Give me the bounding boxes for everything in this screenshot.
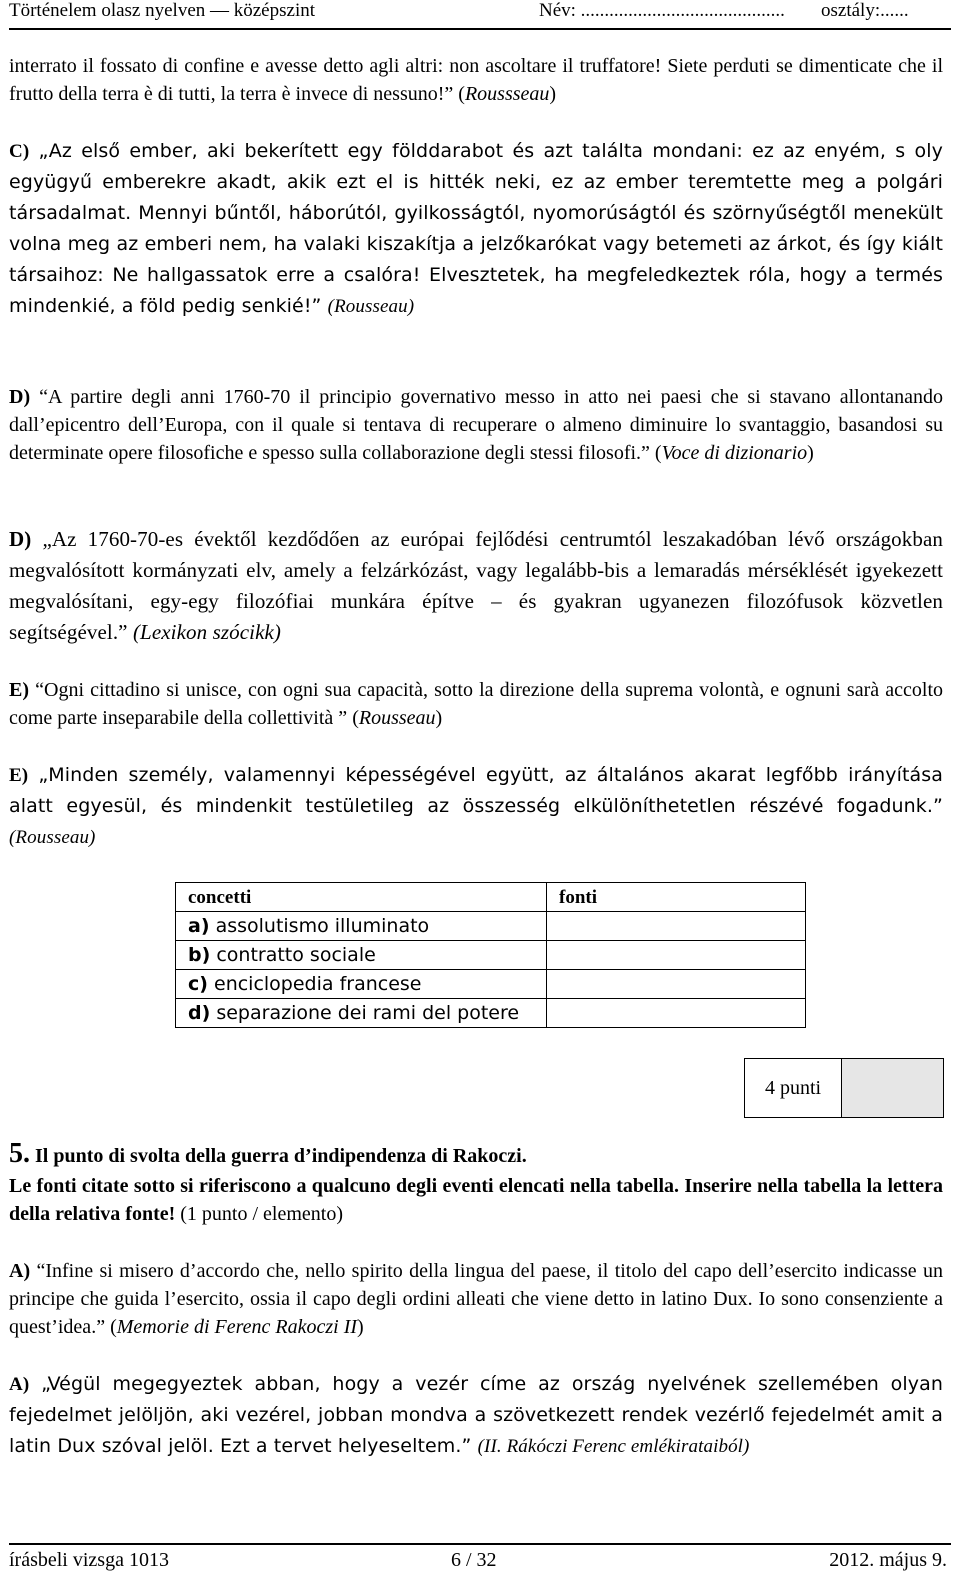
source-b-italian-continuation: interrato il fossato di confine e avesse detto agli altri: non ascoltare il truffatore! Siete perduti se dimenticate che il frutto della terra è di tutti, la terra è invece di nessuno!” (Roussseau) (9, 55, 943, 105)
table-row (176, 970, 806, 999)
footer-exam-code: írásbeli vizsga 1013 (9, 1549, 169, 1571)
table-header-row (176, 883, 806, 912)
source-text: „Az 1760-70-es évektől kezdődően az európai fejlődési centrumtól leszakadóban lévő országokban megvalósított kormányzati elv, amely a felzárkózást, vagy legalább-bis a lemaradás mérséklését igyekezett megvalósítani, egy-egy filozófiai munkára építve – és gyakran ugyanezen filozófusok közvetlen segítségével.” (9, 527, 944, 644)
table-header-concepts: concetti (176, 883, 547, 912)
concept-cell: d) separazione dei rami del potere (176, 999, 547, 1028)
header-class-field: osztály:...... (821, 0, 909, 21)
question-5-instruction (9, 1172, 943, 1228)
source-text: “A partire degli anni 1760-70 il principio governativo messo in atto nei paesi che si stavano allontanando dall’epicentro dell’Europa, con il quale si tentava di recuperare o almeno diminuire lo svantaggio, basandosi su determinate opere filosofiche e spesso sulla collaborazione degli stessi filosofi.” (9, 386, 944, 464)
source-label: D) (9, 386, 31, 408)
exam-page (9, 0, 951, 1591)
concept-cell: c) enciclopedia francese (176, 970, 547, 999)
source-label: A) (9, 1374, 30, 1395)
source-attribution: Rousseau (358, 707, 436, 729)
page-footer (9, 1543, 951, 1593)
footer-page-number: 6 / 32 (451, 1549, 497, 1571)
score-label: 4 punti (745, 1059, 842, 1117)
concept-cell: b) contratto sociale (176, 941, 547, 970)
page-header (9, 0, 951, 30)
question-title-text: Il punto di svolta della guerra d’indipendenza di Rakoczi. (35, 1145, 527, 1167)
source-attribution: Memorie di Ferenc Rakoczi II (116, 1316, 358, 1338)
source-e-hungarian (9, 760, 943, 853)
instruction-points: (1 punto / elemento) (180, 1203, 343, 1225)
source-text: „Végül megegyeztek abban, hogy a vezér címe az ország nyelvének szellemében olyan fejedelmet jelöljön, aki vezérel, jobban mondva a szövetkezett rendek vezérlő fejedelmét amit a latin Dux szóval jelöl. Ezt a tervet helyeseltem.” (9, 1373, 944, 1457)
source-a-italian: A) “Infine si misero d’accordo che, nello spirito della lingua del paese, il titolo del capo dell’esercito indicasse un principe che guida l’esercito, ossia il capo degli ordini alleati che viene detto in latino Dux. Io sono consenziente a quest’idea.” (Memorie di Ferenc Rakoczi II) (9, 1260, 944, 1338)
concepts-table (175, 882, 806, 1028)
source-label: D) (9, 527, 32, 551)
source-label: E) (9, 679, 29, 701)
answer-cell[interactable] (547, 999, 806, 1028)
header-name-field: Név: ........................................... (539, 0, 785, 21)
source-c-hungarian (9, 136, 943, 322)
footer-date: 2012. május 9. (829, 1549, 947, 1571)
source-text: “Ogni cittadino si unisce, con ogni sua capacità, sotto la direzione della suprema volontà, e ognuni sarà accolto come parte inseparabile della collettività ” (9, 679, 944, 729)
instruction-text: Le fonti citate sotto si riferiscono a qualcuno degli eventi elencati nella tabella. Inserire nella tabella la lettera della relativa fonte! (9, 1175, 943, 1225)
answer-cell[interactable] (547, 912, 806, 941)
source-attribution: Roussseau (464, 83, 550, 105)
header-subject: Történelem olasz nyelven — középszint (9, 0, 316, 21)
table-header-sources: fonti (547, 883, 806, 912)
source-text: “Infine si misero d’accordo che, nello spirito della lingua del paese, il titolo del capo dell’esercito indicasse un principe che guida l’esercito, ossia il capo degli ordini alleati che viene detto in latino Dux. Io sono consenziente a quest’idea.” (9, 1260, 944, 1338)
table-row (176, 912, 806, 941)
source-attribution: (Rousseau) (9, 827, 96, 848)
source-text: „Az első ember, aki bekerített egy földdarabot és azt találta mondani: ez az enyém, s oly együgyű emberekre akadt, akik ezt el is hitték neki, ez az ember teremtette meg a polgári társadalmat. Mennyi bűntől, háborútól, gyilkosságtól, nyomorúságtól és szörnyűségtől menekült volna meg az emberi nem, ha valaki kiszakítja a jelzőkarókat vagy betemeti az árkot, és így kiált társaihoz: Ne hallgassatok erre a csalóra! Elvesztetek, ha megfeledkeztek róla, hogy a termés mindenkié, a föld pedig senkié!” (9, 140, 943, 317)
table-row (176, 941, 806, 970)
source-d-hungarian (9, 524, 943, 648)
source-d-italian: D) “A partire degli anni 1760-70 il principio governativo messo in atto nei paesi che si stavano allontanando dall’epicentro dell’Europa, con il quale si tentava di recuperare o almeno diminuire lo svantaggio, basandosi su determinate opere filosofiche e spesso sulla collaborazione degli stessi filosofi.” (Voce di dizionario) (9, 386, 944, 464)
source-label: C) (9, 141, 30, 162)
source-attribution: (Lexikon szócikk) (132, 620, 282, 644)
answer-cell[interactable] (547, 941, 806, 970)
score-box (744, 1058, 944, 1118)
table-row (176, 999, 806, 1028)
source-text: interrato il fossato di confine e avesse detto agli altri: non ascoltare il truffatore! Siete perduti se dimenticate che il frutto della terra è di tutti, la terra è invece di nessuno!” (9, 55, 943, 105)
question-5-title (9, 1138, 527, 1170)
source-attribution: (Rousseau) (327, 296, 415, 317)
source-a-hungarian (9, 1369, 943, 1462)
source-label: A) (9, 1260, 31, 1282)
source-attribution: Voce di dizionario (661, 442, 808, 464)
score-entry-box[interactable] (842, 1059, 943, 1117)
source-text: „Minden személy, valamennyi képességével együtt, az általános akarat legfőbb irányítása alatt egyesül, és mindenkit testületileg az összesség elkülöníthetetlen részévé fogadunk.” (9, 764, 944, 817)
answer-cell[interactable] (547, 970, 806, 999)
source-attribution: (II. Rákóczi Ferenc emlékirataiból) (477, 1436, 750, 1457)
question-number: 5. (9, 1138, 30, 1169)
concept-cell: a) assolutismo illuminato (176, 912, 547, 941)
source-e-italian: E) “Ogni cittadino si unisce, con ogni sua capacità, sotto la direzione della suprema volontà, e ognuni sarà accolto come parte inseparabile della collettività ” (Rousseau) (9, 679, 944, 729)
source-label: E) (9, 765, 29, 786)
